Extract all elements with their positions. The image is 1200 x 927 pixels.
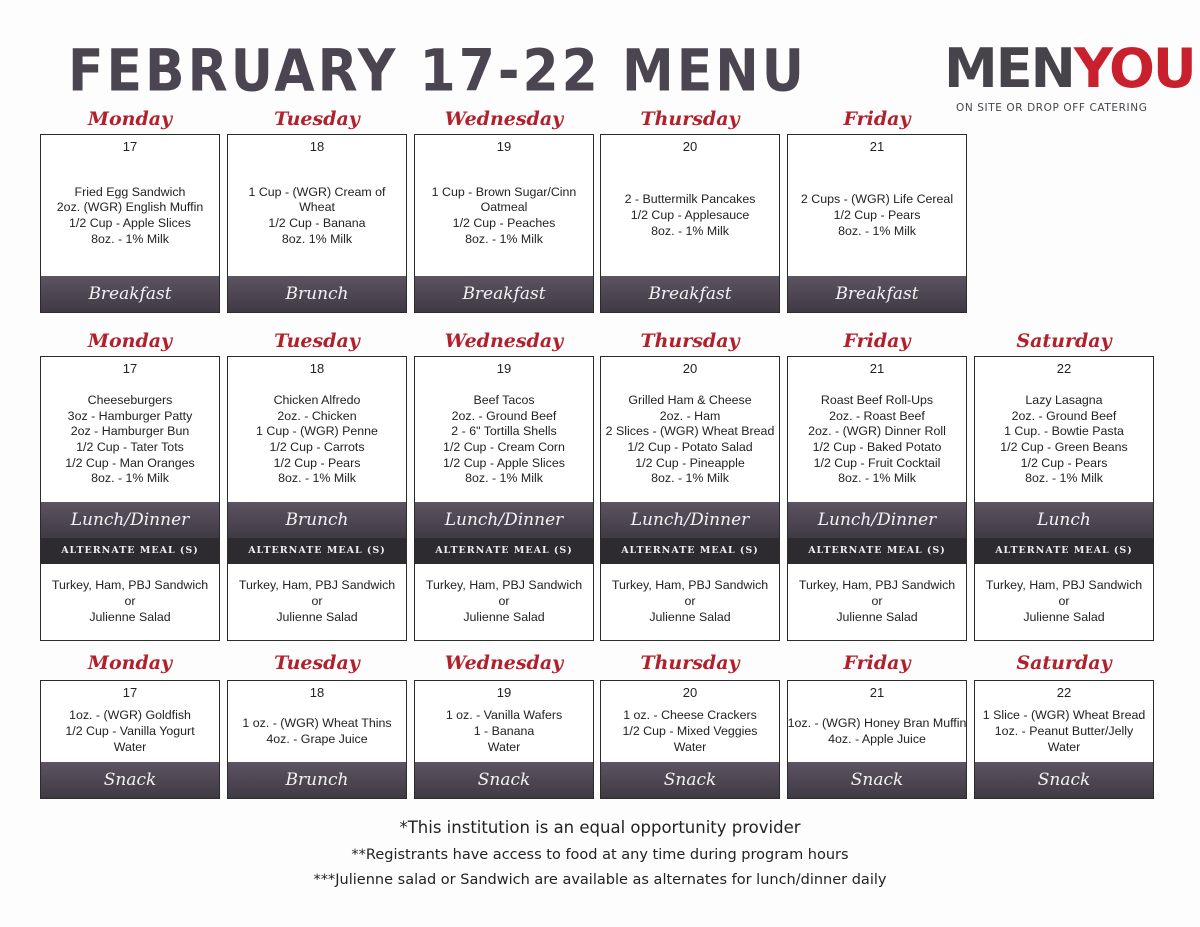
footer-note-2: **Registrants have access to food at any time during program hours xyxy=(351,847,849,863)
alternate-item: Julienne Salad xyxy=(463,609,545,624)
meal-item: Water xyxy=(113,739,147,754)
meal-item: 1 Cup - Brown Sugar/Cinn xyxy=(431,184,577,199)
meal-item: 1 Cup - (WGR) Penne xyxy=(256,424,378,439)
meal-item: Fried Egg Sandwich xyxy=(74,184,186,199)
meal-label: Lunch xyxy=(975,502,1153,538)
day-name: Friday xyxy=(843,108,911,130)
meal-label: Breakfast xyxy=(415,276,593,312)
meal-item: 8oz. - 1% Milk xyxy=(91,231,169,246)
meal-items xyxy=(975,702,1153,762)
meal-label: Lunch/Dinner xyxy=(41,502,219,538)
meal-item: 8oz. - 1% Milk xyxy=(1025,471,1103,486)
meal-label: Brunch xyxy=(228,276,406,312)
meal-item: Water xyxy=(673,739,707,754)
meal-item: Oatmeal xyxy=(480,200,528,215)
alternate-item: Turkey, Ham, PBJ Sandwich xyxy=(425,578,583,593)
meal-item: Roast Beef Roll-Ups xyxy=(820,392,934,407)
meal-item: 1/2 Cup - Fruit Cocktail xyxy=(813,455,941,470)
day-name: Monday xyxy=(87,108,173,130)
alternate-meal-items xyxy=(975,564,1153,640)
alternate-item: or xyxy=(684,594,696,609)
day-name: Friday xyxy=(843,652,911,674)
page-title: FEBRUARY 17-22 MENU xyxy=(68,38,807,106)
meal-items xyxy=(975,378,1153,502)
day-name: Thursday xyxy=(640,652,740,674)
alternate-meal-header: ALTERNATE MEAL (S) xyxy=(41,538,219,564)
date-number: 17 xyxy=(122,361,138,376)
snack-card xyxy=(600,680,780,799)
meal-item: 2 Cups - (WGR) Life Cereal xyxy=(800,192,954,207)
meal-item: 1/2 Cup - Pears xyxy=(1020,455,1108,470)
meal-item: 2oz. - (WGR) Dinner Roll xyxy=(808,424,946,439)
meal-item: 1/2 Cup - Pears xyxy=(273,455,361,470)
snack-card xyxy=(787,680,967,799)
menyou-logo xyxy=(944,37,1195,122)
day-name: Wednesday xyxy=(444,108,564,130)
snack-card xyxy=(974,680,1154,799)
meal-item: 1/2 Cup - Carrots xyxy=(269,440,365,454)
meal-items xyxy=(788,378,966,502)
day-name: Saturday xyxy=(1016,330,1112,352)
date-number: 17 xyxy=(122,685,138,700)
day-name: Wednesday xyxy=(444,330,564,352)
day-name: Friday xyxy=(843,330,911,352)
date-number: 22 xyxy=(1056,685,1072,700)
meal-label: Breakfast xyxy=(601,276,779,312)
alternate-item: Turkey, Ham, PBJ Sandwich xyxy=(611,578,769,593)
alternate-meal-items xyxy=(415,564,593,640)
date-number: 22 xyxy=(1056,361,1072,376)
meal-item: 1/2 Cup - Man Oranges xyxy=(65,455,195,470)
meal-items xyxy=(228,702,406,762)
alternate-meal-items xyxy=(228,564,406,640)
date-number: 19 xyxy=(496,685,512,700)
breakfast-card xyxy=(600,134,780,313)
day-name: Tuesday xyxy=(274,108,360,130)
meal-item: 2oz. - Ham xyxy=(659,408,721,423)
date-number: 20 xyxy=(682,139,698,154)
meal-item: 1/2 Cup - Banana xyxy=(268,216,366,230)
meal-label: Snack xyxy=(788,762,966,798)
snack-card xyxy=(227,680,407,799)
meal-item: 1/2 Cup - Applesauce xyxy=(630,208,750,223)
breakfast-card xyxy=(227,134,407,313)
meal-item: 1 Cup. - Bowtie Pasta xyxy=(1004,424,1124,439)
meal-items xyxy=(415,156,593,276)
meal-item: Wheat xyxy=(299,200,335,215)
meal-item: 1 oz. - (WGR) Wheat Thins xyxy=(242,716,392,731)
day-name: Tuesday xyxy=(274,330,360,352)
breakfast-card xyxy=(414,134,594,313)
meal-label: Lunch/Dinner xyxy=(788,502,966,538)
day-name: Monday xyxy=(87,652,173,674)
alternate-item: Turkey, Ham, PBJ Sandwich xyxy=(238,578,396,593)
meal-item: 2oz. - Chicken xyxy=(277,408,357,423)
alternate-meal-header: ALTERNATE MEAL (S) xyxy=(788,538,966,564)
meal-item: 2oz. - Roast Beef xyxy=(829,408,925,423)
day-name: Monday xyxy=(87,330,173,352)
alternate-meal-items xyxy=(41,564,219,640)
meal-label: Lunch/Dinner xyxy=(415,502,593,538)
alternate-meal-items xyxy=(788,564,966,640)
date-number: 21 xyxy=(869,361,885,376)
date-number: 18 xyxy=(309,139,325,154)
meal-item: 8oz. - 1% Milk xyxy=(651,223,729,238)
alternate-meal-header: ALTERNATE MEAL (S) xyxy=(228,538,406,564)
logo-tagline: ON SITE OR DROP OFF CATERING xyxy=(956,102,1148,114)
meal-item: 2oz. (WGR) English Muffin xyxy=(56,200,204,215)
alternate-meal-header: ALTERNATE MEAL (S) xyxy=(601,538,779,564)
meal-item: Water xyxy=(1047,739,1081,754)
meal-item: 1/2 Cup - Peaches xyxy=(452,216,556,230)
date-number: 20 xyxy=(682,361,698,376)
meal-items xyxy=(788,702,966,762)
meal-items xyxy=(41,702,219,762)
lunch-card xyxy=(787,356,967,641)
meal-item: 1oz. - Peanut Butter/Jelly xyxy=(994,724,1134,739)
meal-item: 2oz. - Ground Beef xyxy=(451,408,557,423)
meal-label: Breakfast xyxy=(788,276,966,312)
meal-item: 1 oz. - Vanilla Wafers xyxy=(445,708,563,723)
alternate-item: Turkey, Ham, PBJ Sandwich xyxy=(51,578,209,593)
alternate-item: or xyxy=(124,594,136,609)
meal-item: Chicken Alfredo xyxy=(273,392,361,407)
meal-items xyxy=(41,156,219,276)
meal-item: 1 oz. - Cheese Crackers xyxy=(623,708,757,723)
date-number: 20 xyxy=(682,685,698,700)
meal-item: 1/2 Cup - Green Beans xyxy=(1000,440,1128,454)
day-name: Tuesday xyxy=(274,652,360,674)
meal-item: 1/2 Cup - Apple Slices xyxy=(443,455,565,470)
date-number: 18 xyxy=(309,685,325,700)
date-number: 18 xyxy=(309,361,325,376)
meal-item: 8oz. - 1% Milk xyxy=(91,471,169,486)
meal-label: Lunch/Dinner xyxy=(601,502,779,538)
meal-items xyxy=(601,702,779,762)
footer-note-3: ***Julienne salad or Sandwich are available as alternates for lunch/dinner daily xyxy=(313,872,887,888)
meal-item: Cheeseburgers xyxy=(87,392,173,407)
meal-item: 3oz - Hamburger Patty xyxy=(67,408,193,423)
meal-items xyxy=(415,702,593,762)
meal-item: 2oz. - Ground Beef xyxy=(1011,408,1117,423)
date-number: 17 xyxy=(122,139,138,154)
meal-item: Water xyxy=(487,739,521,754)
meal-item: 1/2 Cup - Apple Slices xyxy=(69,216,191,230)
meal-label: Breakfast xyxy=(41,276,219,312)
meal-label: Snack xyxy=(41,762,219,798)
day-name: Wednesday xyxy=(444,652,564,674)
meal-item: 4oz. - Apple Juice xyxy=(828,732,926,746)
meal-item: 8oz. - 1% Milk xyxy=(838,471,916,486)
meal-item: 1/2 Cup - Potato Salad xyxy=(627,440,753,454)
alternate-item: Julienne Salad xyxy=(649,609,731,624)
meal-item: 8oz. 1% Milk xyxy=(281,231,353,246)
meal-item: 1 - Banana xyxy=(473,724,535,739)
meal-label: Snack xyxy=(601,762,779,798)
logo-wordmark: MENYOU xyxy=(944,37,1195,100)
day-name: Saturday xyxy=(1016,652,1112,674)
lunch-card xyxy=(974,356,1154,641)
alternate-item: or xyxy=(311,594,323,609)
meal-item: 1/2 Cup - Cream Corn xyxy=(443,440,565,454)
lunch-card xyxy=(227,356,407,641)
meal-item: 1oz. - (WGR) Honey Bran Muffin xyxy=(787,716,967,731)
meal-label: Brunch xyxy=(228,762,406,798)
meal-item: 1 Slice - (WGR) Wheat Bread xyxy=(982,708,1146,723)
meal-item: 2oz - Hamburger Bun xyxy=(70,424,190,439)
alternate-item: Julienne Salad xyxy=(1023,609,1105,624)
meal-item: 1/2 Cup - Vanilla Yogurt xyxy=(65,724,195,739)
alternate-item: Julienne Salad xyxy=(89,609,171,624)
breakfast-card xyxy=(787,134,967,313)
lunch-card xyxy=(414,356,594,641)
alternate-item: Julienne Salad xyxy=(276,609,358,624)
meal-items xyxy=(228,156,406,276)
meal-items xyxy=(41,378,219,502)
meal-items xyxy=(788,156,966,276)
meal-label: Snack xyxy=(975,762,1153,798)
alternate-item: or xyxy=(498,594,510,609)
meal-item: 1/2 Cup - Mixed Veggies xyxy=(622,724,758,739)
meal-label: Brunch xyxy=(228,502,406,538)
meal-item: 8oz. - 1% Milk xyxy=(651,471,729,486)
meal-label: Snack xyxy=(415,762,593,798)
alternate-meal-items xyxy=(601,564,779,640)
meal-item: 8oz. - 1% Milk xyxy=(278,471,356,486)
alternate-item: or xyxy=(1058,594,1070,609)
meal-items xyxy=(601,156,779,276)
meal-item: 1/2 Cup - Pears xyxy=(833,208,921,223)
meal-item: 2 - Buttermilk Pancakes xyxy=(624,192,756,207)
lunch-card xyxy=(40,356,220,641)
meal-item: 1/2 Cup - Tater Tots xyxy=(76,440,184,454)
alternate-item: or xyxy=(871,594,883,609)
alternate-meal-header: ALTERNATE MEAL (S) xyxy=(415,538,593,564)
meal-item: Beef Tacos xyxy=(473,392,535,407)
meal-item: 2 Slices - (WGR) Wheat Bread xyxy=(605,424,775,439)
meal-items xyxy=(228,378,406,502)
meal-item: 1oz. - (WGR) Goldfish xyxy=(69,708,191,723)
lunch-card xyxy=(600,356,780,641)
alternate-item: Turkey, Ham, PBJ Sandwich xyxy=(985,578,1143,593)
day-name: Thursday xyxy=(640,108,740,130)
meal-item: 8oz. - 1% Milk xyxy=(838,223,916,238)
breakfast-card xyxy=(40,134,220,313)
meal-item: 2 - 6" Tortilla Shells xyxy=(451,424,557,439)
alternate-meal-header: ALTERNATE MEAL (S) xyxy=(975,538,1153,564)
meal-item: 8oz. - 1% Milk xyxy=(465,231,543,246)
date-number: 19 xyxy=(496,139,512,154)
meal-item: 1/2 Cup - Pineapple xyxy=(635,455,745,470)
footer-note-1: *This institution is an equal opportunity provider xyxy=(399,818,801,837)
date-number: 21 xyxy=(869,139,885,154)
meal-item: Lazy Lasagna xyxy=(1025,392,1103,407)
meal-item: 4oz. - Grape Juice xyxy=(266,732,368,746)
meal-item: Grilled Ham & Cheese xyxy=(628,392,752,407)
alternate-item: Turkey, Ham, PBJ Sandwich xyxy=(798,578,956,593)
meal-item: 1 Cup - (WGR) Cream of xyxy=(248,184,386,199)
date-number: 19 xyxy=(496,361,512,376)
day-name: Thursday xyxy=(640,330,740,352)
meal-items xyxy=(601,378,779,502)
meal-items xyxy=(415,378,593,502)
date-number: 21 xyxy=(869,685,885,700)
snack-card xyxy=(414,680,594,799)
alternate-item: Julienne Salad xyxy=(836,609,918,624)
meal-item: 8oz. - 1% Milk xyxy=(465,471,543,486)
meal-item: 1/2 Cup - Baked Potato xyxy=(812,440,942,454)
snack-card xyxy=(40,680,220,799)
